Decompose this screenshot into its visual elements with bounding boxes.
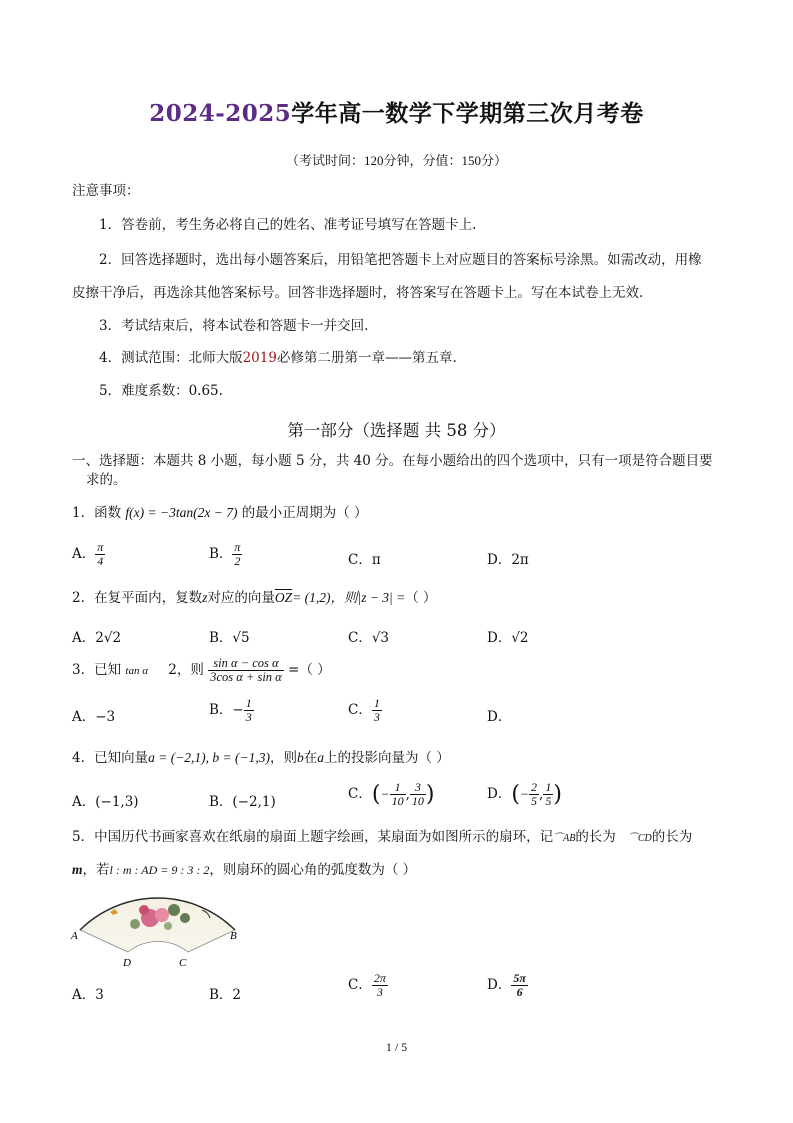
question-4 bbox=[72, 748, 450, 768]
q3-option-b[interactable] bbox=[209, 697, 254, 724]
note-3: 3．考试结束后，将本试卷和答题卡一并交回. bbox=[99, 318, 369, 334]
q2-option-d[interactable]: D．√2 bbox=[487, 630, 529, 646]
q5-d-den: 6 bbox=[516, 985, 523, 999]
exam-info: （考试时间：120分钟，分值：150分） bbox=[285, 153, 507, 168]
fan-shape bbox=[80, 898, 235, 952]
q2-abs: |z − 3| = bbox=[357, 590, 406, 605]
q4-mid2: 在 bbox=[303, 750, 318, 766]
q3-c-frac bbox=[372, 697, 382, 724]
q5-c-frac bbox=[372, 972, 388, 999]
section-intro-1: 一、选择题：本题共 8 小题，每小题 5 分，共 40 分。在每小题给出的四个选项中，只有一项是符合题目要 bbox=[72, 453, 713, 469]
section-intro-2: 求的。 bbox=[86, 472, 127, 488]
fan-label-a: A bbox=[71, 930, 78, 942]
q3-stem: 3．已知 bbox=[72, 662, 122, 678]
question-2 bbox=[72, 588, 437, 608]
q5-c-den: 3 bbox=[376, 985, 383, 999]
title-text: 学年高一数学下学期第三次月考卷 bbox=[291, 100, 644, 127]
q3-fraction bbox=[208, 657, 284, 684]
q1-b-num: π bbox=[234, 540, 241, 554]
q3-option-a[interactable]: A．−3 bbox=[72, 709, 116, 725]
q2-option-c[interactable]: C．√3 bbox=[348, 630, 390, 646]
q4-d1-num: 2 bbox=[531, 780, 538, 794]
q3-b-frac bbox=[244, 697, 254, 724]
q4-option-d[interactable]: D．(− $\frac{2}{5}$ , $\frac{1}{5}$ ) bbox=[487, 780, 562, 808]
q5-d-num: 5π bbox=[513, 971, 526, 985]
q5-option-d-label: D． bbox=[487, 977, 512, 993]
q3-tail: =（ ） bbox=[288, 662, 331, 678]
note-4-year: 2019 bbox=[242, 350, 277, 366]
q1-option-a-label: A． bbox=[72, 546, 96, 562]
q5-line2: ，若 bbox=[82, 862, 110, 878]
fan-label-b: B bbox=[230, 930, 237, 942]
q4-a: a bbox=[317, 750, 325, 765]
q1-option-a[interactable] bbox=[72, 541, 105, 568]
q1-option-d[interactable]: D．2π bbox=[487, 552, 529, 568]
fan-figure bbox=[70, 888, 245, 970]
note-5: 5．难度系数：0.65. bbox=[99, 383, 223, 399]
q2-vector: $\overline{OZ}$ bbox=[274, 590, 293, 605]
q3-den: 3cos α + sin α bbox=[210, 670, 282, 684]
question-3 bbox=[72, 657, 331, 684]
q3-b-num: 1 bbox=[245, 696, 252, 710]
q1-formula: f(x) = −3tan(2x − 7) bbox=[125, 505, 238, 520]
q1-a-den: 4 bbox=[97, 554, 104, 568]
q5-option-c[interactable] bbox=[348, 972, 388, 999]
q4-option-b[interactable]: B．(−2,1) bbox=[209, 794, 276, 810]
q3-tan: tan α bbox=[125, 665, 148, 677]
question-5-line1 bbox=[72, 827, 692, 849]
note-2b: 皮擦干净后，再选涂其他答案标号。回答非选择题时，将答案写在答题卡上。写在本试卷上无效. bbox=[72, 285, 644, 301]
q3-option-d[interactable]: D． bbox=[487, 709, 512, 725]
q4-d1-den: 5 bbox=[531, 794, 538, 808]
q3-num: sin α − cos α bbox=[208, 657, 284, 671]
q5-c-num: 2π bbox=[373, 971, 386, 985]
q5-option-d[interactable] bbox=[487, 972, 528, 999]
q1-a-num: π bbox=[97, 540, 104, 554]
q4-c2-den: 10 bbox=[411, 794, 424, 808]
q5-ratio: l : m : AD = 9 : 3 : 2 bbox=[109, 863, 210, 877]
q4-mid: ，则 bbox=[270, 750, 298, 766]
q4-option-a[interactable]: A．(−1,3) bbox=[72, 794, 139, 810]
q3-option-c[interactable] bbox=[348, 697, 382, 724]
q5-arc-cd-text: CD bbox=[637, 833, 652, 844]
note-1: 1．答卷前，考生务必将自己的姓名、准考证号填写在答题卡上. bbox=[99, 217, 477, 233]
paper-title bbox=[0, 95, 793, 128]
q2-expr: = (1,2)，则 bbox=[292, 590, 358, 605]
note-4 bbox=[99, 348, 457, 368]
fan-label-c: C bbox=[179, 957, 187, 969]
question-1 bbox=[72, 503, 368, 523]
q1-option-b[interactable] bbox=[209, 541, 242, 568]
q4-c1-num: 1 bbox=[390, 781, 406, 795]
title-year: 2024-2025 bbox=[149, 100, 292, 127]
q4-tail: 上的投影向量为（ ） bbox=[324, 750, 450, 766]
q1-a-frac bbox=[95, 541, 105, 568]
q5-stem: 5．中国历代书画家喜欢在纸扇的扇面上题字绘画，某扇面为如图所示的扇环，记 bbox=[72, 829, 554, 845]
q1-b-den: 2 bbox=[234, 554, 241, 568]
q5-option-a[interactable]: A．3 bbox=[72, 987, 104, 1003]
note-2a: 2．回答选择题时，选出每小题答案后，用铅笔把答题卡上对应题目的答案标号涂黑。如需改动，用橡 bbox=[99, 252, 702, 268]
note-4-scope: 必修第二册第一章——第五章. bbox=[276, 350, 457, 366]
q2-tail: （ ） bbox=[405, 590, 437, 606]
q5-arc-cd: ⌒CD bbox=[627, 833, 652, 844]
q5-d-frac bbox=[511, 972, 528, 999]
q2-stem: 2．在复平面内，复数 bbox=[72, 590, 203, 606]
q5-option-b[interactable]: B．2 bbox=[209, 987, 242, 1003]
q5-option-c-label: C． bbox=[348, 977, 372, 993]
q3-value: 2，则 bbox=[168, 662, 204, 678]
q1-option-c[interactable]: C．π bbox=[348, 552, 381, 568]
q1-option-b-label: B． bbox=[209, 546, 233, 562]
q5-arc-ab-text: AB bbox=[563, 833, 576, 844]
q4-option-c[interactable]: C．(− $\frac{1}{10}$ , $\frac{3}{10}$ ) bbox=[348, 780, 435, 808]
q3-c-num: 1 bbox=[373, 696, 380, 710]
q4-d2-den: 5 bbox=[545, 794, 552, 808]
section-title: 第一部分（选择题 共 58 分） bbox=[287, 421, 506, 440]
q5-mid: 的长为 bbox=[575, 829, 616, 845]
q2-mid: 对应的向量 bbox=[207, 590, 275, 606]
q2-option-a[interactable]: A．2√2 bbox=[72, 630, 122, 646]
notes-heading: 注意事项： bbox=[72, 183, 140, 199]
q4-d2-num: 1 bbox=[545, 780, 552, 794]
q4-vectors: a = (−2,1), b = (−1,3) bbox=[148, 750, 271, 765]
page-number: 1 / 5 bbox=[385, 1040, 408, 1054]
q2-option-b[interactable]: B．√5 bbox=[209, 630, 250, 646]
q3-option-c-label: C． bbox=[348, 702, 372, 718]
q1-tail: 的最小正周期为（ ） bbox=[241, 505, 368, 521]
q1-b-frac bbox=[232, 541, 242, 568]
q4-c1-den: 10 bbox=[391, 794, 404, 808]
q5-m: m bbox=[72, 862, 83, 877]
q4-b: b bbox=[297, 750, 304, 765]
fan-label-d: D bbox=[123, 957, 131, 969]
q4-c-frac2 bbox=[410, 781, 426, 808]
q4-d-frac2 bbox=[543, 781, 553, 808]
q1-stem: 1．函数 bbox=[72, 505, 122, 521]
q4-option-c-label: C． bbox=[348, 786, 372, 802]
q4-c2-num: 3 bbox=[410, 781, 426, 795]
q4-c-frac1 bbox=[390, 781, 406, 808]
q4-d-frac1 bbox=[529, 781, 539, 808]
q5-arc-ab: ⌒AB bbox=[553, 833, 576, 844]
question-5-line2 bbox=[72, 860, 416, 880]
q5-tail: ，则扇环的圆心角的弧度数为（ ） bbox=[209, 862, 417, 878]
note-4-label: 4．测试范围：北师大版 bbox=[99, 350, 243, 366]
q5-mid2: 的长为 bbox=[651, 829, 693, 845]
q4-option-d-label: D． bbox=[487, 786, 512, 802]
q2-z: z bbox=[202, 590, 208, 605]
q3-b-den: 3 bbox=[245, 710, 252, 724]
q4-stem: 4．已知向量 bbox=[72, 750, 149, 766]
q3-c-den: 3 bbox=[373, 710, 380, 724]
q3-option-b-label: B．− bbox=[209, 702, 244, 718]
